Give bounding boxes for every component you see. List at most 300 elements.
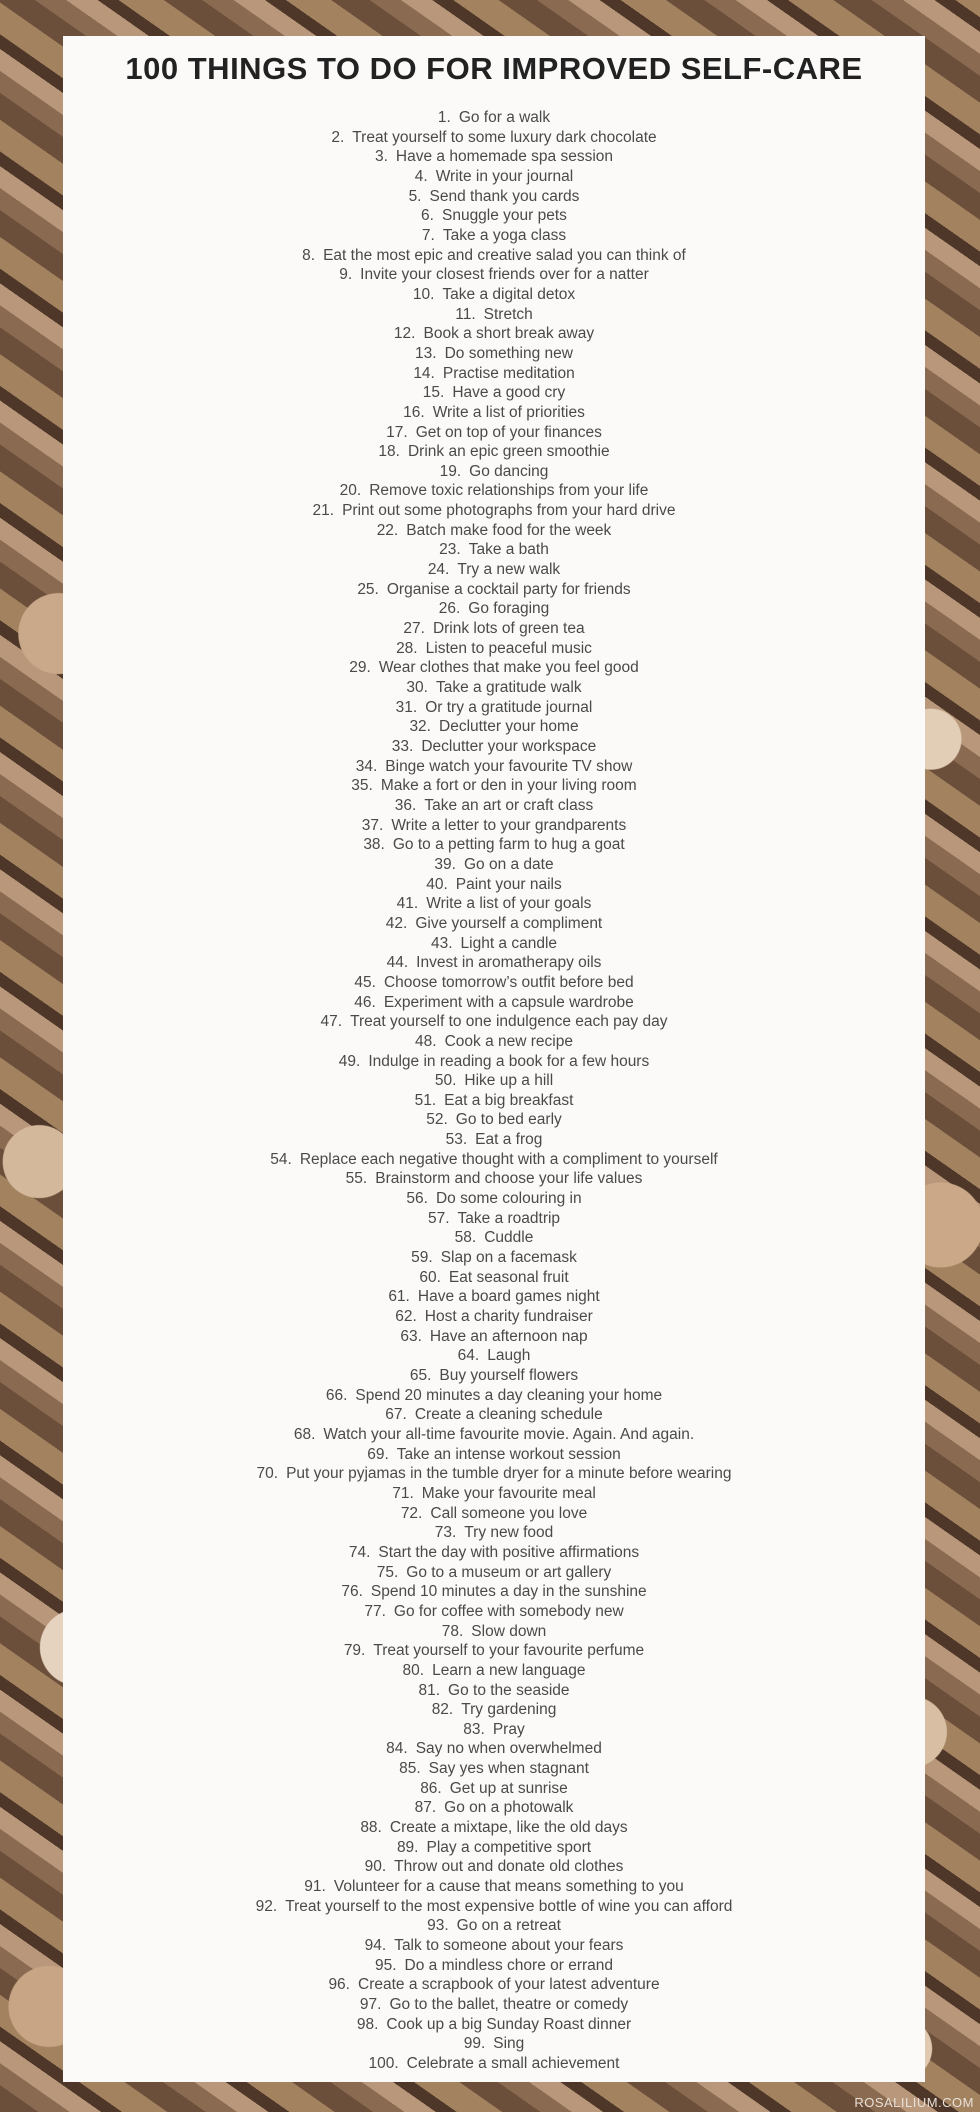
item-text: Cuddle [484, 1229, 534, 1247]
list-item [63, 246, 925, 266]
item-text: Treat yourself to one indulgence each pay day [350, 1013, 668, 1031]
item-number: 23. [439, 541, 461, 559]
list-item [63, 1622, 925, 1642]
site-credit: ROSALILIUM.COM [854, 2095, 974, 2110]
list-item [63, 324, 925, 344]
item-number: 16. [403, 403, 425, 421]
list-item [63, 757, 925, 777]
list-item [63, 108, 925, 128]
item-number: 94. [364, 1937, 387, 1955]
list-item [63, 1661, 925, 1681]
list-item [63, 914, 925, 934]
item-number: 77. [364, 1602, 386, 1620]
item-number: 20. [339, 482, 362, 500]
list-item [63, 678, 925, 698]
list-item [63, 953, 925, 973]
item-number: 56. [406, 1190, 428, 1208]
item-text: Take a gratitude walk [435, 679, 582, 697]
item-text: Laugh [487, 1347, 531, 1365]
item-number: 97. [359, 1996, 382, 2013]
item-number: 82. [431, 1701, 454, 1719]
item-text: Do something new [444, 344, 573, 362]
list-item [63, 1818, 925, 1838]
list-item [63, 1209, 925, 1229]
item-number: 53. [445, 1131, 468, 1149]
item-number: 35. [351, 777, 373, 795]
item-number: 99. [463, 2035, 486, 2053]
item-number: 4. [414, 167, 428, 185]
item-number: 37. [361, 816, 384, 834]
list-item [63, 1916, 925, 1936]
list-item [63, 1720, 925, 1740]
list-item [63, 521, 925, 541]
item-text: Choose tomorrow’s outfit before bed [383, 973, 634, 991]
item-text: Slow down [471, 1622, 547, 1640]
item-number: 63. [400, 1327, 422, 1345]
item-number: 64. [457, 1347, 480, 1365]
item-number: 44. [386, 954, 409, 972]
item-text: Eat a big breakfast [444, 1091, 574, 1109]
list-item [63, 1327, 925, 1347]
item-text: Sing [493, 2035, 525, 2053]
list-item [63, 1641, 925, 1661]
item-number: 28. [396, 639, 418, 657]
list-item [63, 442, 925, 462]
list-item [63, 403, 925, 423]
item-text: Eat a frog [475, 1131, 543, 1149]
item-number: 14. [413, 364, 435, 382]
item-text: Have an afternoon nap [429, 1327, 588, 1345]
item-text: Create a mixtape, like the old days [389, 1819, 628, 1837]
list-item [63, 1228, 925, 1248]
item-text: Snuggle your pets [441, 207, 567, 225]
item-number: 83. [463, 1720, 485, 1738]
list-item [63, 1563, 925, 1583]
list-item [63, 1484, 925, 1504]
list-item [63, 855, 925, 875]
list-item [63, 1877, 925, 1897]
item-text: Eat seasonal fruit [448, 1268, 569, 1286]
item-number: 32. [409, 718, 431, 736]
item-text: Batch make food for the week [406, 521, 612, 539]
item-text: Try a new walk [457, 561, 561, 579]
list-item [63, 1897, 925, 1917]
item-text: Declutter your workspace [421, 738, 597, 755]
item-number: 51. [414, 1091, 437, 1109]
item-text: Watch your all-time favourite movie. Again. And again. [323, 1425, 695, 1443]
item-text: Spend 10 minutes a day in the sunshine [370, 1583, 647, 1601]
item-text: Hike up a hill [464, 1072, 554, 1090]
list-item [63, 1582, 925, 1602]
list-item [63, 1543, 925, 1563]
item-text: Take a roadtrip [457, 1209, 561, 1227]
item-number: 98. [356, 2015, 379, 2033]
item-number: 27. [403, 620, 425, 638]
list-item [63, 894, 925, 914]
item-text: Stretch [483, 305, 533, 323]
list-item [63, 1110, 925, 1130]
item-text: Celebrate a small achievement [406, 2054, 620, 2072]
list-item [63, 1268, 925, 1288]
item-text: Treat yourself to the most expensive bottle of wine you can afford [285, 1897, 733, 1915]
list-item [63, 1052, 925, 1072]
item-text: Book a short break away [423, 325, 595, 343]
item-text: Pray [492, 1720, 525, 1738]
list-item [63, 206, 925, 226]
item-text: Take a digital detox [442, 285, 576, 303]
list-item [63, 285, 925, 305]
list-item [63, 364, 925, 384]
item-text: Invite your closest friends over for a natter [360, 266, 649, 284]
item-text: Write in your journal [435, 167, 574, 185]
item-text: Create a cleaning schedule [414, 1406, 603, 1424]
item-text: Indulge in reading a book for a few hours [368, 1052, 650, 1070]
item-number: 24. [427, 561, 450, 579]
item-number: 34. [355, 757, 378, 775]
item-number: 47. [320, 1013, 343, 1031]
item-text: Go for coffee with somebody new [393, 1602, 624, 1620]
list-item [63, 344, 925, 364]
list-item [63, 2034, 925, 2054]
item-number: 48. [415, 1032, 437, 1050]
list-item [63, 560, 925, 580]
item-number: 1. [437, 109, 451, 126]
item-text: Start the day with positive affirmations [378, 1543, 640, 1561]
item-text: Remove toxic relationships from your life [369, 482, 649, 500]
item-text: Throw out and donate old clothes [394, 1858, 624, 1876]
list-item [63, 383, 925, 403]
item-number: 78. [441, 1622, 464, 1640]
item-text: Listen to peaceful music [425, 639, 592, 657]
list-item [63, 698, 925, 718]
item-number: 75. [376, 1563, 399, 1581]
list-item [63, 305, 925, 325]
item-number: 15. [422, 384, 445, 402]
item-number: 31. [395, 698, 418, 716]
item-text: Go on a retreat [456, 1917, 561, 1935]
item-text: Treat yourself to your favourite perfume [373, 1642, 645, 1660]
item-number: 10. [412, 285, 435, 303]
item-text: Have a good cry [452, 384, 566, 402]
item-text: Experiment with a capsule wardrobe [383, 993, 634, 1011]
list-item [63, 226, 925, 246]
item-text: Say yes when stagnant [428, 1760, 589, 1778]
item-number: 9. [339, 266, 353, 284]
item-text: Go to bed early [455, 1111, 562, 1129]
item-text: Write a list of priorities [432, 403, 585, 421]
item-text: Try gardening [461, 1701, 557, 1719]
item-number: 67. [385, 1406, 407, 1424]
item-number: 62. [395, 1308, 417, 1326]
item-number: 52. [426, 1111, 448, 1129]
item-text: Take a yoga class [442, 226, 567, 244]
item-number: 73. [434, 1524, 457, 1542]
list-item [63, 1681, 925, 1701]
item-text: Spend 20 minutes a day cleaning your home [355, 1386, 663, 1404]
item-text: Say no when overwhelmed [415, 1740, 602, 1758]
item-text: Get up at sunrise [449, 1779, 568, 1797]
list-item [63, 1091, 925, 1111]
item-text: Play a competitive sport [426, 1838, 592, 1856]
list-item [63, 2054, 925, 2074]
item-number: 50. [434, 1072, 457, 1090]
item-text: Practise meditation [442, 364, 575, 382]
item-number: 95. [374, 1956, 397, 1974]
item-number: 80. [402, 1661, 425, 1679]
item-number: 39. [434, 855, 456, 873]
item-number: 18. [378, 443, 400, 461]
list-item [63, 1287, 925, 1307]
item-text: Write a list of your goals [426, 895, 592, 913]
list-item [63, 619, 925, 639]
item-number: 33. [391, 738, 414, 755]
item-number: 58. [454, 1229, 477, 1247]
item-text: Make your favourite meal [421, 1484, 596, 1502]
item-text: Host a charity fundraiser [424, 1308, 593, 1326]
list-item [63, 1366, 925, 1386]
item-number: 81. [418, 1681, 441, 1699]
item-text: Take a bath [468, 541, 549, 559]
item-text: Paint your nails [455, 875, 562, 893]
list-item [63, 481, 925, 501]
list-item [63, 1307, 925, 1327]
item-text: Light a candle [460, 934, 558, 952]
item-text: Print out some photographs from your hard drive [342, 502, 676, 520]
item-text: Go to a museum or art gallery [406, 1563, 612, 1581]
item-number: 55. [345, 1170, 368, 1188]
item-text: Eat the most epic and creative salad you can think of [323, 246, 686, 264]
self-care-list [63, 108, 925, 2074]
item-text: Go for a walk [458, 109, 551, 126]
item-number: 19. [439, 462, 462, 480]
item-text: Slap on a facemask [440, 1249, 577, 1267]
item-number: 7. [421, 226, 435, 244]
list-item [63, 1071, 925, 1091]
item-text: Volunteer for a cause that means something to you [333, 1878, 684, 1896]
item-number: 89. [396, 1838, 419, 1856]
list-item [63, 639, 925, 659]
list-item [63, 423, 925, 443]
item-text: Have a homemade spa session [395, 148, 614, 166]
item-number: 84. [386, 1740, 408, 1758]
list-item [63, 540, 925, 560]
item-number: 69. [367, 1445, 389, 1463]
item-text: Treat yourself to some luxury dark chocolate [352, 128, 657, 146]
item-number: 60. [419, 1268, 441, 1286]
item-number: 13. [415, 344, 437, 362]
item-number: 46. [354, 993, 376, 1011]
item-number: 91. [304, 1878, 326, 1896]
item-number: 100. [368, 2054, 399, 2072]
item-number: 22. [376, 521, 399, 539]
list-item [63, 167, 925, 187]
list-item [63, 1425, 925, 1445]
item-text: Take an intense workout session [396, 1445, 621, 1463]
item-number: 59. [411, 1249, 433, 1267]
item-number: 96. [328, 1976, 350, 1994]
list-item [63, 1739, 925, 1759]
item-text: Take an art or craft class [424, 796, 594, 814]
item-number: 93. [427, 1917, 449, 1935]
item-text: Go on a photowalk [444, 1799, 574, 1817]
item-text: Do some colouring in [435, 1190, 582, 1208]
list-item [63, 1445, 925, 1465]
item-text: Or try a gratitude journal [425, 698, 593, 716]
item-number: 54. [270, 1150, 292, 1168]
item-number: 21. [312, 502, 335, 520]
item-text: Send thank you cards [429, 187, 580, 205]
item-number: 38. [363, 836, 385, 854]
item-text: Create a scrapbook of your latest adventure [358, 1976, 660, 1994]
list-item [63, 1012, 925, 1032]
list-item [63, 934, 925, 954]
list-item [63, 835, 925, 855]
list-item [63, 1346, 925, 1366]
item-number: 42. [385, 914, 408, 932]
item-number: 87. [414, 1799, 437, 1817]
item-number: 40. [426, 875, 448, 893]
list-item [63, 1169, 925, 1189]
item-number: 86. [420, 1779, 442, 1797]
item-text: Do a mindless chore or errand [404, 1956, 614, 1974]
item-number: 17. [386, 423, 408, 441]
list-item [63, 1386, 925, 1406]
item-number: 6. [421, 207, 434, 225]
list-item [63, 1975, 925, 1995]
item-number: 76. [341, 1583, 363, 1601]
item-text: Binge watch your favourite TV show [385, 757, 633, 775]
item-number: 11. [455, 305, 476, 323]
list-item [63, 1956, 925, 1976]
item-text: Cook a new recipe [444, 1032, 573, 1050]
list-item [63, 1248, 925, 1268]
item-text: Brainstorm and choose your life values [375, 1170, 643, 1188]
item-text: Drink lots of green tea [432, 620, 585, 638]
item-number: 30. [406, 679, 428, 697]
item-number: 8. [302, 246, 316, 264]
list-item [63, 1602, 925, 1622]
list-item [63, 1504, 925, 1524]
item-number: 26. [438, 600, 461, 618]
item-text: Replace each negative thought with a compliment to yourself [299, 1150, 718, 1168]
list-item [63, 1523, 925, 1543]
item-text: Go to the seaside [448, 1681, 570, 1699]
item-number: 25. [357, 580, 379, 598]
list-item [63, 1700, 925, 1720]
list-item [63, 1032, 925, 1052]
item-text: Go to a petting farm to hug a goat [392, 836, 625, 854]
list-item [63, 2015, 925, 2035]
item-number: 57. [427, 1209, 450, 1227]
item-number: 43. [430, 934, 453, 952]
list-item [63, 796, 925, 816]
list-item [63, 993, 925, 1013]
item-text: Go to the ballet, theatre or comedy [389, 1996, 629, 2013]
item-number: 5. [408, 187, 422, 205]
item-number: 61. [388, 1288, 410, 1306]
list-item [63, 776, 925, 796]
list-item [63, 501, 925, 521]
item-text: Invest in aromatherapy oils [416, 954, 602, 972]
item-text: Learn a new language [432, 1661, 586, 1679]
list-item [63, 1150, 925, 1170]
item-text: Cook up a big Sunday Roast dinner [386, 2015, 632, 2033]
list-item [63, 1464, 925, 1484]
item-number: 65. [409, 1367, 432, 1384]
item-number: 41. [396, 895, 419, 913]
item-number: 36. [394, 796, 417, 814]
list-item [63, 1130, 925, 1150]
item-number: 88. [360, 1819, 382, 1837]
item-text: Drink an epic green smoothie [407, 443, 610, 461]
list-item [63, 1995, 925, 2015]
list-item [63, 1857, 925, 1877]
poster-title: 100 THINGS TO DO FOR IMPROVED SELF-CARE [125, 51, 863, 86]
item-text: Write a letter to your grandparents [391, 816, 627, 834]
item-text: Put your pyjamas in the tumble dryer for a minute before wearing [286, 1465, 732, 1483]
item-number: 72. [400, 1504, 423, 1522]
list-item [63, 580, 925, 600]
item-text: Go on a date [463, 855, 554, 873]
list-item [63, 1189, 925, 1209]
list-item [63, 1798, 925, 1818]
item-text: Declutter your home [439, 718, 579, 736]
item-number: 85. [399, 1760, 421, 1778]
list-item [63, 658, 925, 678]
item-number: 29. [349, 659, 371, 677]
list-item [63, 973, 925, 993]
list-item [63, 717, 925, 737]
list-item [63, 1759, 925, 1779]
item-number: 74. [348, 1543, 371, 1561]
list-item [63, 265, 925, 285]
list-item [63, 128, 925, 148]
item-text: Wear clothes that make you feel good [378, 659, 639, 677]
item-text: Make a fort or den in your living room [380, 777, 637, 795]
item-number: 45. [354, 973, 376, 991]
item-text: Talk to someone about your fears [394, 1937, 624, 1955]
item-text: Get on top of your finances [415, 423, 602, 441]
item-text: Organise a cocktail party for friends [386, 580, 631, 598]
item-text: Go dancing [469, 462, 549, 480]
item-number: 66. [325, 1386, 348, 1404]
item-number: 90. [364, 1858, 387, 1876]
list-item [63, 737, 925, 757]
item-number: 79. [343, 1642, 366, 1660]
item-number: 68. [293, 1425, 316, 1443]
item-text: Give yourself a compliment [415, 914, 603, 932]
item-text: Go foraging [468, 600, 550, 618]
item-number: 3. [374, 148, 388, 166]
item-text: Try new food [464, 1524, 554, 1542]
item-number: 2. [331, 128, 345, 146]
item-number: 70. [256, 1465, 279, 1483]
list-item [63, 147, 925, 167]
list-item [63, 1936, 925, 1956]
list-item [63, 1405, 925, 1425]
item-text: Have a board games night [417, 1288, 600, 1306]
list-item [63, 599, 925, 619]
item-number: 49. [338, 1052, 361, 1070]
list-item [63, 462, 925, 482]
list-item [63, 1779, 925, 1799]
item-number: 92. [255, 1897, 278, 1915]
item-text: Call someone you love [430, 1504, 588, 1522]
list-item [63, 875, 925, 895]
item-text: Buy yourself flowers [439, 1367, 579, 1384]
list-item [63, 816, 925, 836]
list-item [63, 187, 925, 207]
